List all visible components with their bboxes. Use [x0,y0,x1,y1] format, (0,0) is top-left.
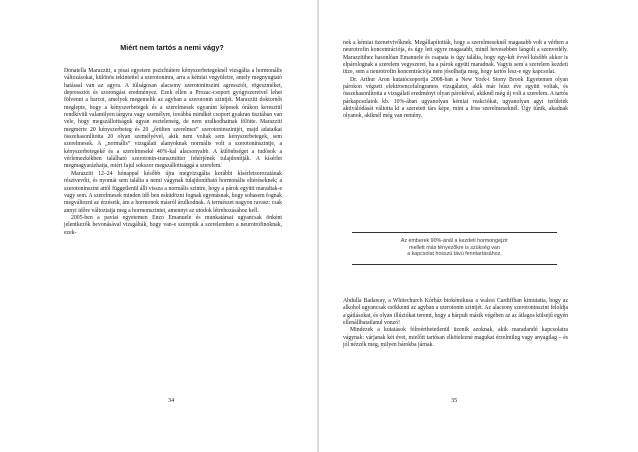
paragraph: Marazziti 12–24 hónappal később újra megvizsgálta korábbi kísérletsorozatának résztvevőit, és nyomát sem találta a nemi vágynak tulajdonítható hormonális eltéréseknek; a szerotoninszint attól függetlenül állt vissza a normális szintre, hogy a párok együtt maradtak-e vagy sem. A szerelmesek minden idő ben esküdözni fognak egymásnak, hogy sohasem fognak megváltozni az érzéseik, ám a hormonok másról árulkodnak. A természet nagyon ravasz: csak annyi időre változtatja meg a hormonszintet, amennyi az utódok létrehozásához kell. [64,170,282,214]
pull-quote-line: Az emberek 90%-ánál a kezdeti hormongejzír [400,238,509,244]
paragraph: 2005-ben a paviai egyetemen Enzo Emanuele és munkatársai ugyancsak önként jelentkezők bevonásával vizsgálták, hogy van-e szerepük a szerelemben a neurotrofinoknak, ezek- [64,214,282,236]
book-gutter [317,0,319,452]
paragraph: Mindezek a kutatások félreérthetetlenül üzenik azoknak, akik maradandó kapcsolatra vágynak: várjanak két évet, mielőtt tartósan elkötelezné magukat érzelmileg vagy anyagilag – és jól nézzék meg, milyen bárokba járnak. [343,327,568,349]
left-page [0,0,318,452]
paragraph: Abdulla Badaway, a Whitechurch Kórház biokémikusa a walesi Cardiffban kimutatta, hogy az alkohol ugyancsak csökkenti az agyban a szerotonin szintjét. Az alacsony szerotoninszint feloldja a gátlásokat, és olyan illúziókat teremt, hogy a bárpult másik végében az az átlagos külsejű egyén ellenállhatatlanul vonzó! [343,298,568,327]
chapter-title: Miért nem tartós a nemi vágy? [120,43,224,52]
paragraph: nek a kémiai üzenetvivőknek. Megállapították, hogy a szerelmeseknél magasabb volt a vérben a neurotrofin koncentrációja, és úgy lett egyre magasabb, minél hevesebben lángolt a szenvedély. Marazzitihez hasonlóan Emanuele és csapata is úgy találta, hogy egy-két évvel később akkor is elpárolognak a szerelem vegyszerei, ha a párok együtt maradnak. Vagyis sem a szerelem kezdeti tüze, sem a neurotrofin koncentrációja nem jósolhatja meg, hogy tartós lesz-e egy kapcsolat. [343,40,568,76]
pull-quote-line: mellett más tényezőkre is szükség van [409,244,500,251]
right-page [320,0,638,452]
pull-quote [352,232,557,265]
right-body-text-bottom [343,298,568,349]
paragraph: Dr. Arthur Aron kutatócsoportja 2008-ban a New York-i Stony Brook Egyetemen olyan párokon végzett elektroencefalogramos vizsgálatot, akik már húsz éve együtt voltak, és összehasonlította a vizsgálati eredményt olyan párokéval, akiknél még új volt a szerelem. A tartós párkapcsolatok kb. 10%-ában ugyanolyan kémiai reakciókat, ugyanolyan agyi területek aktiválódását váltotta ki a szeretett társ képe, mint a friss szerelmeseknél. Úgy tűnik, akadnak olyanok, akiknél még van remény. [343,76,568,120]
right-body-text-top [343,40,568,121]
pull-quote-line: a kapcsolat hosszú távú fenntartásához. [407,251,502,258]
left-body-text [64,68,282,237]
paragraph: Donatella Marazziti, a pisai egyetem pszichiátere kényszerbetegeknél vizsgálta a hormonális változásokat, különös tekintettel a szerotoninra, arra a kémiai vegyületre, amely megnyugtató hatással van az agyra. A túlságosan alacsony szerotoninszint agressziót, rögeszméket, depressziót és szorongást eredményez. Ezek ellen a Prozac-csoport gyógyszereivel lehet fölvenni a harcot, amelyek megemelik az agyban a szerotonin szintjét. Marazziti doktornőt meglepte, hogy a kényszerbetegek és a szerelmesek egyaránt képesek órákon keresztül rendkívüli valamilyen tárgyra vagy személyre, továbbá mindkét csoport gyakran tisztában van vele, hogy megszállottságuk ugyan esztelenség, de nem uralkodhatnak fölötte. Marazziti megmérte 20 kényszerbeteg és 20 „őrülten szerelmes” szerotoninszintjét, majd adataikat összehasonlította 20 olyan személyével, akik nem voltak sem kényszerbetegek, sem szerelmesek. A „normális” vizsgálati alanyoknak normális volt a szerotoninszintje, a kényszerbetegeké és a szerelmeseké 40%-kal alacsonyabb. A különbséget a tudósok a vérlemezkékben található szerotonin-transzmitter fehérjének tulajdonítják. A kísérlet megmagyarázhatja, miért fajul sokszor megszállottsággá a szerelem. [64,68,282,170]
page-number-right: 35 [451,397,458,404]
page-number-left: 34 [168,397,175,404]
